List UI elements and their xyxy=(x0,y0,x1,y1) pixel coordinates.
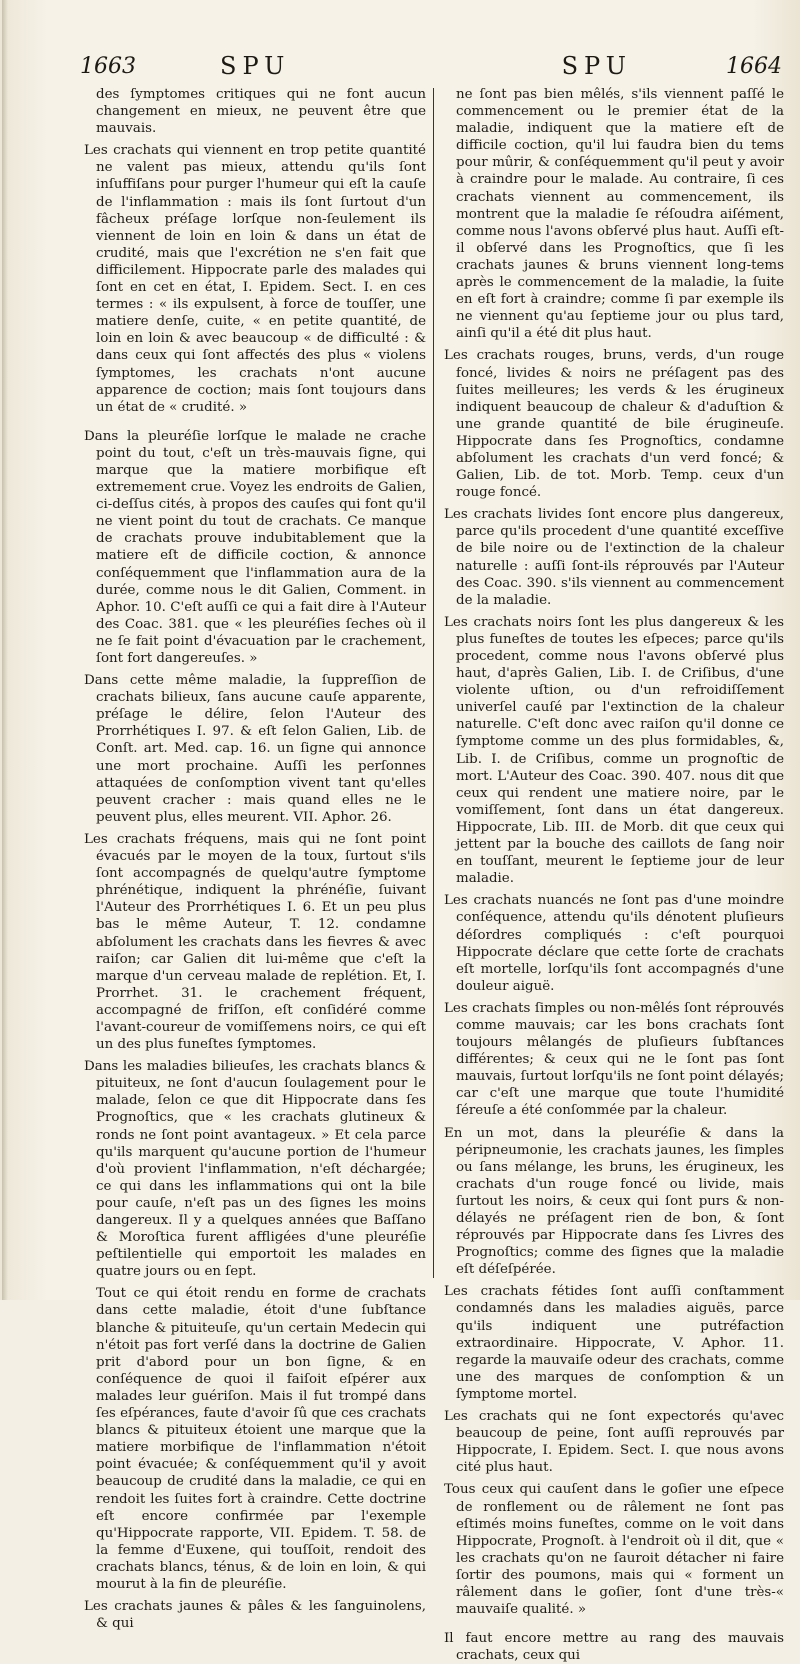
paragraph: ne ſont pas bien mêlés, s'ils viennent paſſé le commencement ou le premier état de la maladie, indiquent que la matiere eſt de difficile coction, qu'il lui faudra bien du tems pour mûrir, & conſéquemment qu'il peut y avoir à craindre pour le malade. Au contraire, ſi ces crachats viennent au commencement, ils montrent que la maladie ſe réſoudra aiſément, comme nous l'avons obſervé plus haut. Auſſi eſt-il obſervé dans les Prognoſtics, que ſi les crachats jaunes & bruns viennent long-tems après le commencement de la maladie, la ſuite en eſt fort à craindre; comme ſi par exemple ils ne viennent qu'au ſeptieme jour ou plus tard, ainſi qu'il a été dit plus haut. xyxy=(456,87,784,342)
paragraph: Il faut encore mettre au rang des mauvais crachats, ceux qui xyxy=(444,1631,784,1664)
paragraph: En un mot, dans la pleuréſie & dans la péripneumonie, les crachats jaunes, les ſimples ou ſans mélange, les bruns, les érugineux, les crachats d'un rouge foncé ou livide, mais ſurtout les noirs, & ceux qui ſont purs & non-délayés ne préſagent rien de bon, & ſont réprouvés par Hippocrate dans ſes Livres des Prognoſtics; comme des ſignes que la maladie eſt déſeſpérée. xyxy=(444,1125,784,1278)
page-number-left: 1663 xyxy=(80,54,136,79)
paragraph: Tout ce qui étoit rendu en forme de crachats dans cette maladie, étoit d'une ſubſtance blanche & pituiteuſe, qu'un certain Medecin qui n'étoit pas fort verſé dans la doctrine de Galien prit d'abord pour un bon ſigne, & en conſéquence de quoi il faiſoit eſpérer aux malades leur guériſon. Mais il fut trompé dans ſes eſpérances, faute d'avoir ſû que ces crachats blancs & pituiteux étoient une marque que la matiere morbifique de l'inflammation n'étoit point évacuée; & conſéquemment qu'il y avoit beaucoup de crudité dans la maladie, ce qui en rendoit les ſuites fort à craindre. Cette doctrine eſt encore confirmée par l'exemple qu'Hippocrate rapporte, VII. Epidem. T. 58. de la femme d'Euxene, qui touſſoit, rendoit des crachats blancs, ténus, & de loin en loin, & qui mourut à la fin de pleuréſie. xyxy=(96,1286,426,1592)
right-column xyxy=(444,86,784,1664)
page-number-right: 1664 xyxy=(726,54,782,79)
paragraph: Les crachats fréquens, mais qui ne ſont point évacués par le moyen de la toux, ſurtout s'ils ſont accompagnés de quelqu'autre ſymptome phrénétique, indiquent la phrénéſie, ſuivant l'Auteur des Prorrhétiques I. 6. Et un peu plus bas le même Auteur, T. 12. condamne abſolument les crachats dans les fievres & avec raiſon; car Galien dit lui-même que c'eſt la marque d'un cerveau malade de replétion. Et, I. Prorrhet. 31. le crachement fréquent, accompagné de friſſon, eſt conſidéré comme l'avant-coureur de vomiſſemens noirs, ce qui eſt un des plus funeſtes ſymptomes. xyxy=(84,831,426,1053)
paragraph: Tous ceux qui cauſent dans le goſier une eſpece de ronflement ou de râlement ne ſont pas eſtimés moins funeſtes, comme on le voit dans Hippocrate, Prognoſt. à l'endroit où il dit, que « les crachats qu'on ne ſauroit détacher ni faire ſortir des poumons, mais qui « forment un râlement dans le goſier, ſont d'une très-« mauvaiſe qualité. » xyxy=(444,1482,784,1618)
paragraph: Les crachats noirs ſont les plus dangereux & les plus funeſtes de toutes les eſpeces; parce qu'ils procedent, comme nous l'avons obſervé plus haut, d'après Galien, Lib. I. de Criſibus, d'une violente uſtion, ou d'un refroidiſſement univerſel cauſé par l'extinction de la chaleur naturelle. C'eſt donc avec raiſon qu'il donne ce ſymptome comme un des plus formidables, &, Lib. I. de Criſibus, comme un prognoſtic de mort. L'Auteur des Coac. 390. 407. nous dit que ceux qui rendent une matiere noire, par le vomiſſement, ſont dans un état dangereux. Hippocrate, Lib. III. de Morb. dit que ceux qui jettent par la bouche des caillots de ſang noir en touſſant, meurent le ſeptieme jour de leur maladie. xyxy=(444,614,784,887)
left-column xyxy=(84,86,426,1632)
paragraph: Dans la pleuréſie lorſque le malade ne crache point du tout, c'eſt un très-mauvais ſigne, qui marque que la matiere morbifique eſt extremement crue. Voyez les endroits de Galien, ci-deſſus cités, à propos des cauſes qui font qu'il ne vient point du tout de crachats. Ce manque de crachats prouve indubitablement que la matiere eſt de difficile coction, & annonce conſéquemment que l'inflammation aura de la durée, comme nous le dit Galien, Comment. in Aphor. 10. C'eſt auſſi ce qui a fait dire à l'Auteur des Coac. 381. que « les pleuréſies ſeches où il ne ſe fait point d'évacuation par le crachement, ſont fort dangereuſes. » xyxy=(84,428,426,666)
paragraph: Les crachats qui ne ſont expectorés qu'avec beaucoup de peine, ſont auſſi reprouvés par Hippocrate, I. Epidem. Sect. I. que nous avons cité plus haut. xyxy=(444,1409,784,1476)
paragraph: Les crachats qui viennent en trop petite quantité ne valent pas mieux, attendu qu'ils ſont inſuffiſans pour purger l'humeur qui eſt la cauſe de l'inflammation : mais ils ſont ſurtout d'un fâcheux préſage lorſque non-ſeulement ils viennent de loin en loin & dans un état de crudité, mais que l'excrétion ne s'en fait que difficilement. Hippocrate parle des malades qui ſont en cet en état, I. Epidem. Sect. I. en ces termes : « ils expulsent, à force de touſſer, une matiere denſe, cuite, « en petite quantité, de loin en loin & avec beaucoup « de difficulté : & dans ceux qui ſont affectés des plus « violens ſymptomes, les crachats n'ont aucune apparence de coction; mais ſont toujours dans un état de « crudité. » xyxy=(84,143,426,415)
paragraph: des ſymptomes critiques qui ne font aucun changement en mieux, ne peuvent être que mauvais. xyxy=(96,87,426,137)
paragraph: Dans les maladies bilieuſes, les crachats blancs & pituiteux, ne ſont d'aucun ſoulagement pour le malade, ſelon ce que dit Hippocrate dans ſes Prognoſtics, que « les crachats glutineux & ronds ne ſont point avantageux. » Et cela parce qu'ils marquent qu'aucune portion de l'humeur d'où provient l'inflammation, n'eſt déchargée; ce qui dans les inflammations qui ont la bile pour cauſe, n'eſt pas un des ſignes les moins dangereux. Il y a quelques années que Baſſano & Moroſtica furent affligées d'une pleuréſie peſtilentielle qui emportoit les malades en quatre jours ou en ſept. xyxy=(84,1059,426,1280)
paragraph: Les crachats fétides ſont auſſi conſtamment condamnés dans les maladies aiguës, parce qu'ils indiquent une putréfaction extraordinaire. Hippocrate, V. Aphor. 11. regarde la mauvaiſe odeur des crachats, comme une des marques de conſomption & un ſymptome mortel. xyxy=(444,1284,784,1402)
headword-left: SPU xyxy=(220,52,291,80)
paragraph: Les crachats jaunes & pâles & les ſanguinolens, & qui xyxy=(84,1599,426,1632)
running-header xyxy=(70,54,782,88)
paragraph: Dans cette même maladie, la ſuppreſſion de crachats bilieux, ſans aucune cauſe apparente, préſage le délire, ſelon l'Auteur des Prorrhétiques I. 97. & eſt ſelon Galien, Lib. de Conſt. art. Med. cap. 16. un ſigne qui annonce une mort prochaine. Auſſi les perſonnes attaquées de conſomption vivent tant qu'elles peuvent cracher : mais quand elles ne le peuvent plus, elles meurent. VII. Aphor. 26. xyxy=(84,673,426,825)
column-divider xyxy=(433,88,434,1278)
paragraph: Les crachats livides ſont encore plus dangereux, parce qu'ils procedent d'une quantité exceſſive de bile noire ou de l'extinction de la chaleur naturelle : auſſi ſont-ils réprouvés par l'Auteur des Coac. 390. s'ils viennent au commencement de la maladie. xyxy=(444,507,784,608)
page-spine-shadow xyxy=(2,0,8,1300)
paragraph: Les crachats nuancés ne ſont pas d'une moindre conſéquence, attendu qu'ils dénotent pluſieurs déſordres compliqués : c'eſt pourquoi Hippocrate déclare que cette ſorte de crachats eſt mortelle, lorſqu'ils ſont accompagnés d'une douleur aiguë. xyxy=(444,893,784,994)
paragraph: Les crachats rouges, bruns, verds, d'un rouge foncé, livides & noirs ne préſagent pas des ſuites meilleures; les verds & les érugineux indiquent beaucoup de chaleur & d'aduſtion & une grande quantité de bile érugineuſe. Hippocrate dans ſes Prognoſtics, condamne abſolument les crachats d'un verd foncé; & Galien, Lib. de tot. Morb. Temp. ceux d'un rouge foncé. xyxy=(444,348,784,501)
headword-right: SPU xyxy=(561,52,632,80)
paragraph: Les crachats ſimples ou non-mêlés ſont réprouvés comme mauvais; car les bons crachats ſont toujours mêlangés de pluſieurs ſubſtances différentes; & ceux qui ne le ſont pas ſont mauvais, ſurtout lorſqu'ils ne ſont point délayés; car c'eſt une marque que toute l'humidité ſéreuſe a été conſommée par la chaleur. xyxy=(444,1000,784,1119)
